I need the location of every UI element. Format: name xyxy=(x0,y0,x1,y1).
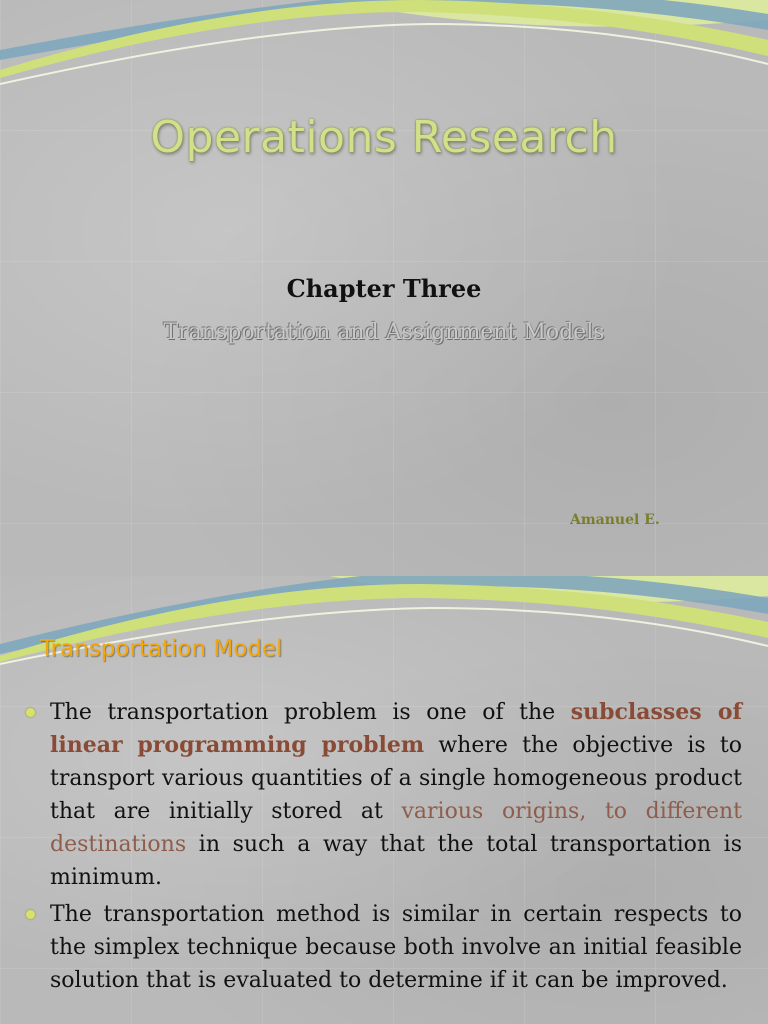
slide-title: Operations Research xyxy=(150,112,618,163)
highlighted-text: subclasses of linear programming problem xyxy=(50,699,742,758)
decorative-swoosh xyxy=(0,0,768,90)
slide-subtitle: Transportation and Assignment Models xyxy=(163,320,605,345)
content-slide xyxy=(0,576,768,1024)
bullet-paragraph xyxy=(22,696,742,894)
text-segment: The transportation method is similar in certain respects to the simplex technique because both involve an initial feasible solution that is evaluated to determine if it can be improved. xyxy=(50,902,742,993)
bullet-list xyxy=(22,696,742,1001)
text-segment: in such a way that the total transportation is minimum. xyxy=(50,832,742,890)
text-segment: The transportation problem is one of the xyxy=(50,700,571,725)
chapter-label: Chapter Three xyxy=(286,274,482,303)
bullet-dot-icon xyxy=(26,910,35,919)
slide-heading: Transportation Model xyxy=(40,636,283,662)
bullet-paragraph xyxy=(22,898,742,997)
bullet-dot-icon xyxy=(26,708,35,717)
text-segment: where the objective is to transport various quantities of a single homogeneous product that are initially stored at xyxy=(50,733,743,824)
author-name: Amanuel E. xyxy=(570,512,660,528)
highlighted-text: various origins, to different destinations xyxy=(50,799,742,857)
